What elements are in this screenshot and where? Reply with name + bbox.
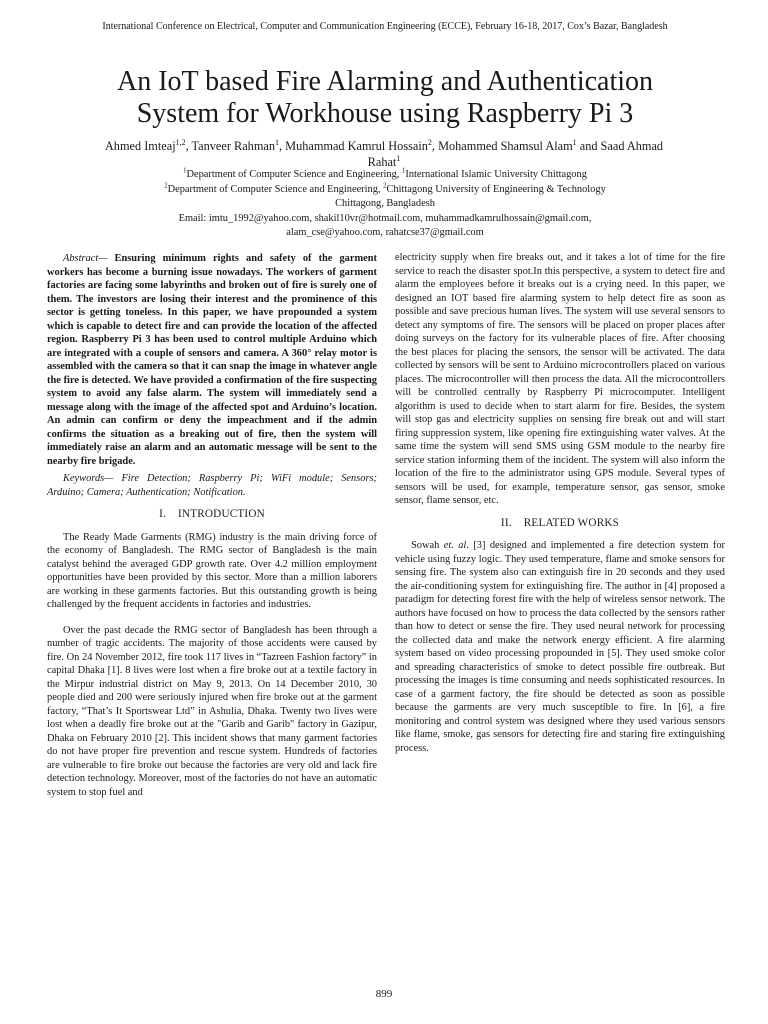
page-number: 899 (375, 988, 393, 1000)
email-line-1: Email: imtu_1992@yahoo.com, shakil10vr@hotmail.com, muhammadkamrulhossain@gmail.com, (178, 212, 592, 224)
title-line-2: System for Workhouse using Raspberry Pi 3 (136, 98, 634, 129)
related-works-paragraph-1: Sowah et. al. [3] designed and implemented a fire detection system for vehicle using fuzzy logic. They used temperature, flame and smoke sensors for sensing fire. The system also can extinguish fire in 20 seconds and they used the air-conditioning system for extinguishing fire. The author in [4] proposed a paradigm for detecting forest fire with the help of wireless sensor network. The authors have focused on how to process the data collected by the sensors rather than how to detect or sense the fire. They used neural network for processing the collected data and make the network energy efficient. A fire alarming system based on video processing propounded in [5]. They used smoke color and spreading characteristics of smoke to detect possible fire outbreak. But processing the images is time consuming and needs sophisticated resources. In case of a garment factory, the fire should be detected as soon as possible because the garments are very much susceptible to fire. In [6], a fire monitoring and control system was designed where they used various sensors like flame, smoke, gas sensors for detecting fire and staring fire extinguishing process. (395, 540, 725, 754)
affiliations (40, 168, 730, 241)
section-title: INTRODUCTION (178, 508, 265, 520)
abstract-label: Abstract— (63, 253, 108, 264)
section-heading-introduction (47, 508, 377, 522)
intro-paragraph-3: electricity supply when fire breaks out, and it takes a lot of time for the fire service to reach the disaster spot.In this perspective, a system to detect fire and alarm the employees before it breaks out is a crying need. In this paper, we designed an IOT based fire alarming system to help detect fire as soon as possible and save precious human lives. The system will use several sensors to detect any symptoms of fire. The sensors will be placed on proper places after doing surveys on the factory for its vulnerable places of fire. After choosing the best places for placing the sensors, the sensor will be activated. The data collected by sensors will be sent to Arduino microcontrollers placed on various places. The microcontroller will then process the data. All the microcontrollers will be controlled centrally by Raspberry Pi microcomputer. Intelligent algorithm is used to decide when to start alarm for fire. Besides, the system will stop gas and electricity supplies on sensing fire break out and will start firing suppression system, like opening fire extinguishing water valves. At the same time the system will send SMS using GSM module to the nearby fire service station informing them of the incident. The system will also inform the location of the fire to the administrator using GPS module. Several types of sensors will be used, for example, temperature sensor, gas sensor, smoke sensor, flame sensor, etc. (395, 252, 725, 506)
abstract-text: Ensuring minimum rights and safety of the garment workers has become a burning issue nowadays. The workers of garment factories are facing some labyrinths and broken out of fire is surely one of them. The investors are losing their interest and the prominence of this sector is getting toneless. In this paper, we have propounded a system which is capable to detect fire and can provide the location of the affected region. Raspberry Pi 3 has been used to control multiple Arduino which are integrated with a couple of sensors and camera. A 360° relay motor is assembled with the camera so that it can snap the image in whatever angle the fire is detected. We have provided a confirmation of the fire suspecting system to avoid any false alarm. The system will immediately send a message along with the image of the affected spot and Arduino’s location. An admin can confirm or deny the impeachment and if the admin confirms the situation as a breaking out of fire, then the system will immediately raise an alarm and an automatic message will be sent to the nearby fire brigade. (47, 253, 377, 467)
title-line-1: An IoT based Fire Alarming and Authentication (116, 66, 654, 97)
intro-paragraph-1: The Ready Made Garments (RMG) industry is the main driving force of the economy of Bangladesh. The RMG sector of Bangladesh is the main catalyst behind the averaged GDP growth rate. Over 4.2 million employment opportunities have been provided by this sector. More than a million laborers are working in these garments factories. But this outstanding growth is being challenged by the frequent accidents in factories and industries. (47, 531, 377, 610)
left-column (47, 252, 377, 799)
affiliation-city: Chittagong, Bangladesh (335, 198, 435, 210)
section-heading-related-works (395, 517, 725, 531)
paper-title (40, 66, 730, 130)
affiliation-line-1: $^1$Department of Computer Science and Engineering, $^1$International Islamic University Chittagong (183, 167, 587, 180)
conference-header: International Conference on Electrical, Computer and Communication Engineering (ECCE), February 16-18, 2017, Cox’s Bazar, Bangladesh (102, 21, 668, 32)
right-column (395, 251, 725, 755)
keywords: Keywords— Fire Detection; Raspberry Pi; WiFi module; Sensors; Arduino; Camera; Authentication; Notification. (47, 473, 377, 498)
email-line-2: alam_cse@yahoo.com, rahatcse37@gmail.com (286, 227, 484, 239)
author-list (48, 138, 720, 170)
affiliation-line-2: $^2$Department of Computer Science and Engineering, $^2$Chittagong University of Engineering & Technology (164, 182, 606, 195)
section-number: II. (500, 516, 512, 529)
abstract (47, 252, 377, 468)
section-number: I. (159, 508, 166, 520)
section-title: RELATED WORKS (523, 516, 620, 529)
author-line-2: Rahat$^1$ (367, 153, 401, 169)
intro-paragraph-2: Over the past decade the RMG sector of Bangladesh has been through a number of tragic accidents. The majority of those accidents were caused by fire. On 24 November 2012, fire took 117 lives in “Tazreen Fashion factory” in capital Dhaka [1]. 8 lives were lost when a fire broke out at a textile factory in the Mirpur industrial district on May 9, 2013. On 14 December 2010, 30 people died and 200 were seriously injured when fire broke out at the garment factory, “That’s It Sportswear Ltd” in Ashulia, Dhaka. Twenty two lives were lost when a deadly fire broke out at the "Garib and Garib" factory in Gazipur, Dhaka on February 2010 [2]. This incident shows that many garment factories do not have proper fire prevention and rescue system. Hundreds of factories are vulnerable to fire broke out because the factories are very old and lack fire detection technology. Moreover, most of the factories do not have an automatic system to stop fuel and (47, 624, 377, 798)
author-line-1: Ahmed Imteaj$^{1,2}$, Tanveer Rahman$^1$, Muhammad Kamrul Hossain$^2$, Mohammed Shamsul Alam$^1$ and Saad Ahmad (104, 137, 664, 153)
